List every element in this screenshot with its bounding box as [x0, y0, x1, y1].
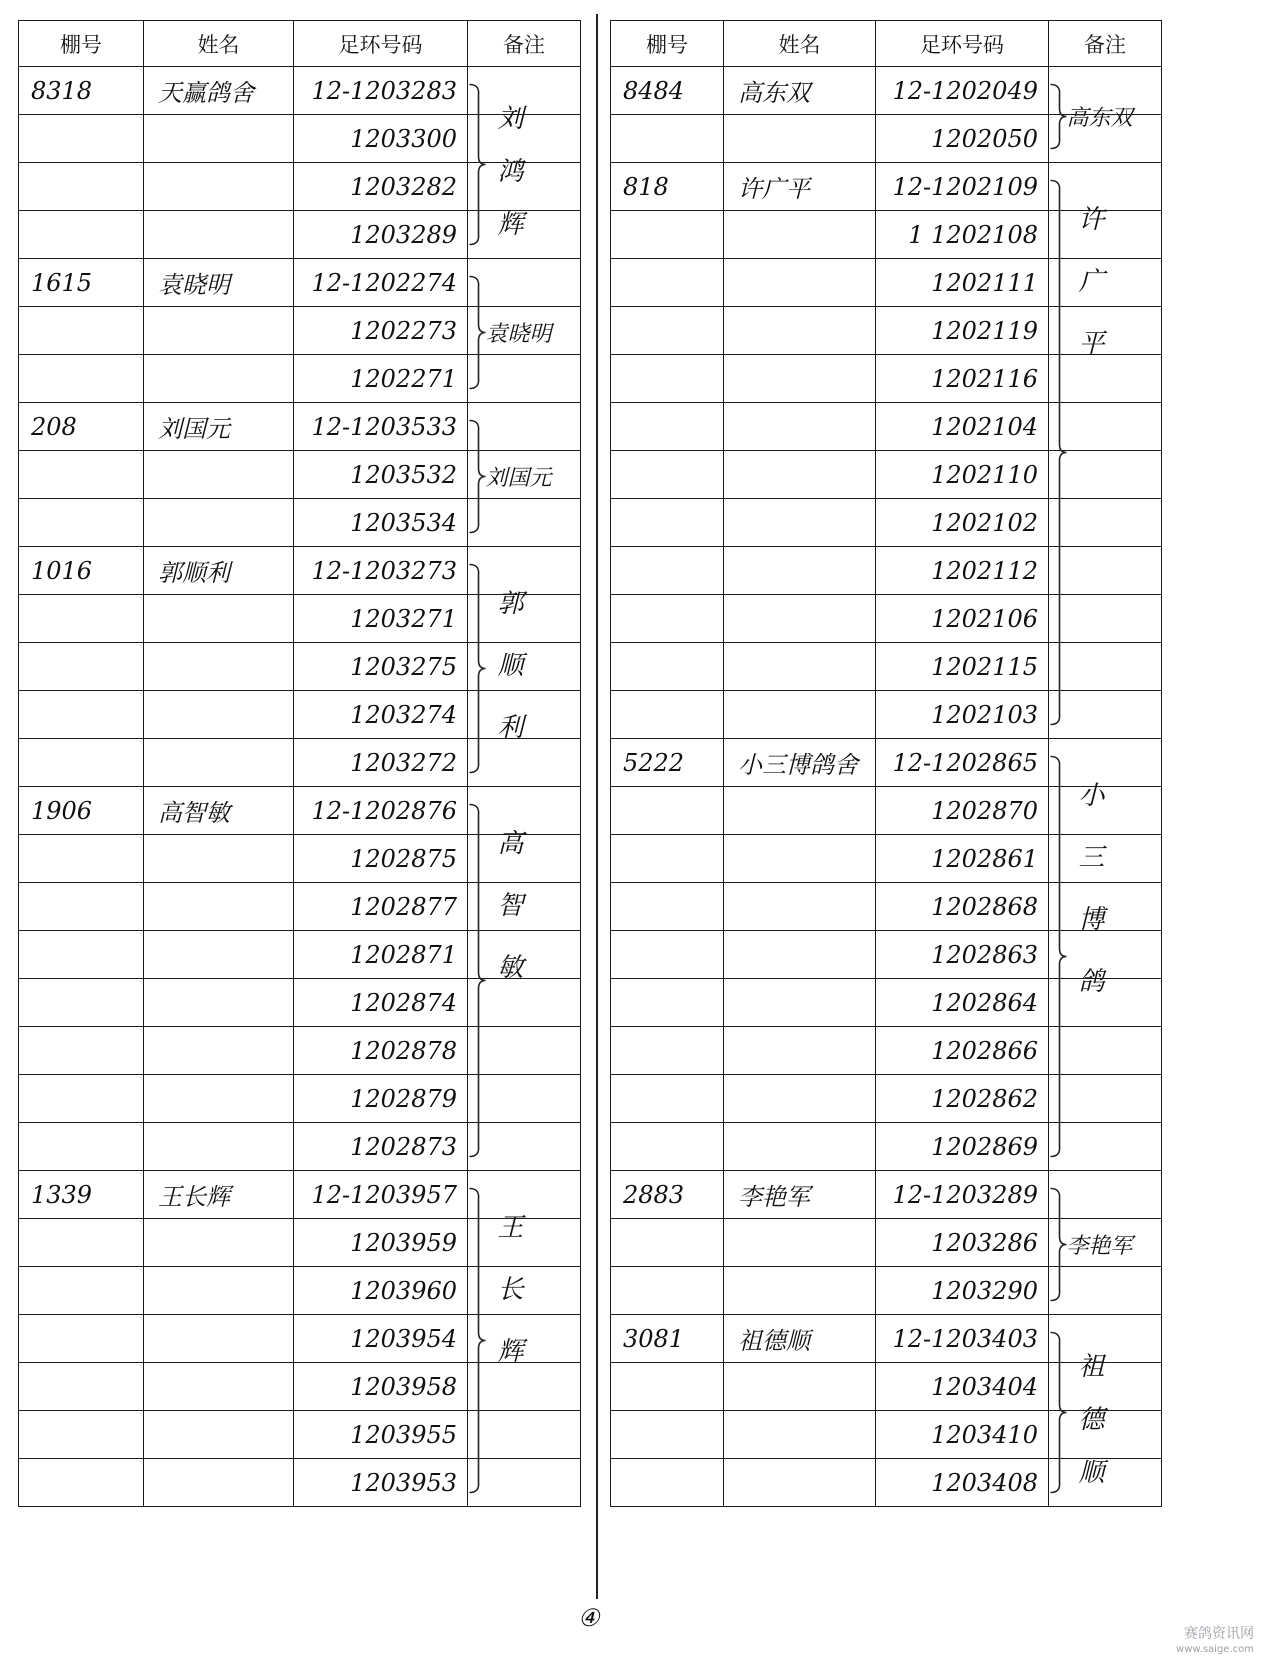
name-cell: [144, 835, 294, 883]
header-note: 备注: [468, 21, 581, 67]
note-cell: [1049, 1123, 1162, 1171]
name-cell: [144, 643, 294, 691]
shed-cell: [19, 1459, 144, 1507]
shed-cell: [611, 1123, 724, 1171]
ring-cell: 1203275: [294, 643, 468, 691]
name-cell: [724, 547, 876, 595]
ring-cell: 1202869: [876, 1123, 1049, 1171]
note-cell: [1049, 643, 1162, 691]
ring-cell: 1 1202108: [876, 211, 1049, 259]
table-row: [19, 739, 581, 787]
table-row: [19, 931, 581, 979]
header-shed: 棚号: [19, 21, 144, 67]
shed-cell: [611, 1027, 724, 1075]
name-cell: [724, 1411, 876, 1459]
shed-cell: [611, 1075, 724, 1123]
shed-cell: [611, 547, 724, 595]
shed-cell: [19, 691, 144, 739]
note-cell: [1049, 451, 1162, 499]
note-cell: [1049, 403, 1162, 451]
center-divider: [596, 14, 598, 1599]
shed-cell: [19, 355, 144, 403]
ring-cell: 1203300: [294, 115, 468, 163]
name-cell: [144, 1267, 294, 1315]
table-row: [19, 115, 581, 163]
shed-cell: [611, 115, 724, 163]
table-row: [19, 1363, 581, 1411]
table-row: [611, 1123, 1162, 1171]
name-cell: [144, 451, 294, 499]
name-cell: [144, 1027, 294, 1075]
table-row: [611, 1027, 1162, 1075]
ring-cell: 1203958: [294, 1363, 468, 1411]
name-cell: [724, 883, 876, 931]
ring-cell: 12-1202274: [294, 259, 468, 307]
table-row: [19, 1459, 581, 1507]
page-number: ④: [578, 1604, 600, 1632]
name-cell: [724, 403, 876, 451]
table-row: [611, 499, 1162, 547]
table-row: [611, 691, 1162, 739]
ring-cell: 12-1202109: [876, 163, 1049, 211]
name-cell: 郭顺利: [144, 547, 294, 595]
shed-cell: [19, 1315, 144, 1363]
shed-cell: [611, 979, 724, 1027]
handwritten-note: 刘鸿辉: [497, 103, 524, 241]
shed-cell: [19, 1267, 144, 1315]
name-cell: [144, 499, 294, 547]
shed-cell: 5222: [611, 739, 724, 787]
name-cell: [724, 1267, 876, 1315]
shed-cell: [611, 643, 724, 691]
table-row: [19, 1171, 581, 1219]
ring-cell: 1203410: [876, 1411, 1049, 1459]
shed-cell: [19, 931, 144, 979]
note-cell: [468, 403, 581, 451]
left-table-body: [19, 67, 581, 1507]
name-cell: 高东双: [724, 67, 876, 115]
ring-cell: 1202112: [876, 547, 1049, 595]
site-watermark: [1176, 1626, 1254, 1658]
shed-cell: [611, 595, 724, 643]
name-cell: [144, 691, 294, 739]
shed-cell: [611, 259, 724, 307]
table-row: [19, 499, 581, 547]
name-cell: 李艳军: [724, 1171, 876, 1219]
name-cell: [724, 691, 876, 739]
name-cell: [724, 643, 876, 691]
table-row: [611, 1171, 1162, 1219]
table-row: [611, 403, 1162, 451]
table-row: [19, 643, 581, 691]
table-row: [19, 547, 581, 595]
table-row: [611, 1267, 1162, 1315]
name-cell: [724, 1459, 876, 1507]
ring-cell: 1202111: [876, 259, 1049, 307]
ring-cell: 1202868: [876, 883, 1049, 931]
shed-cell: [19, 451, 144, 499]
ring-cell: 12-1203289: [876, 1171, 1049, 1219]
name-cell: 小三博鸽舍: [724, 739, 876, 787]
shed-cell: [611, 307, 724, 355]
shed-cell: [19, 883, 144, 931]
shed-cell: [19, 1219, 144, 1267]
name-cell: [144, 931, 294, 979]
ring-cell: 12-1203957: [294, 1171, 468, 1219]
table-row: [19, 787, 581, 835]
handwritten-note: 许广平: [1078, 204, 1105, 359]
note-cell: [468, 1027, 581, 1075]
ring-cell: 1202271: [294, 355, 468, 403]
table-row: [19, 883, 581, 931]
ring-cell: 1202863: [876, 931, 1049, 979]
name-cell: 刘国元: [144, 403, 294, 451]
shed-cell: [19, 499, 144, 547]
name-cell: [144, 1363, 294, 1411]
header-ring: 足环号码: [876, 21, 1049, 67]
shed-cell: [611, 787, 724, 835]
ring-cell: 1203404: [876, 1363, 1049, 1411]
note-cell: [1049, 499, 1162, 547]
table-row: [19, 355, 581, 403]
shed-cell: [19, 979, 144, 1027]
ring-cell: 12-1202049: [876, 67, 1049, 115]
ring-cell: 1203272: [294, 739, 468, 787]
table-row: [19, 1027, 581, 1075]
ring-cell: 1203960: [294, 1267, 468, 1315]
ring-cell: 1202878: [294, 1027, 468, 1075]
table-row: [19, 67, 581, 115]
note-cell: [468, 1075, 581, 1123]
ring-cell: 1202102: [876, 499, 1049, 547]
table-row: [611, 643, 1162, 691]
table-row: [19, 1123, 581, 1171]
ring-cell: 1203955: [294, 1411, 468, 1459]
name-cell: 高智敏: [144, 787, 294, 835]
shed-cell: [611, 451, 724, 499]
name-cell: [724, 595, 876, 643]
ring-cell: 1203271: [294, 595, 468, 643]
ring-cell: 1202050: [876, 115, 1049, 163]
header-name: 姓名: [144, 21, 294, 67]
name-cell: [724, 1363, 876, 1411]
shed-cell: [611, 499, 724, 547]
shed-cell: [611, 835, 724, 883]
table-row: [19, 163, 581, 211]
note-cell: [1049, 1075, 1162, 1123]
name-cell: [724, 1027, 876, 1075]
handwritten-note: 李艳军: [1066, 1233, 1133, 1259]
name-cell: [144, 739, 294, 787]
shed-cell: 1339: [19, 1171, 144, 1219]
ring-cell: 1202879: [294, 1075, 468, 1123]
ring-cell: 1202873: [294, 1123, 468, 1171]
handwritten-note: 祖德顺: [1078, 1351, 1105, 1489]
name-cell: [144, 883, 294, 931]
watermark-title: 赛鸽资讯网: [1184, 1626, 1254, 1642]
name-cell: [724, 211, 876, 259]
table-row: [19, 835, 581, 883]
handwritten-note: 袁晓明: [485, 321, 552, 347]
note-cell: [1049, 595, 1162, 643]
shed-cell: [611, 1267, 724, 1315]
name-cell: 天赢鸽舍: [144, 67, 294, 115]
name-cell: [724, 787, 876, 835]
shed-cell: 8484: [611, 67, 724, 115]
shed-cell: [19, 1123, 144, 1171]
table-row: [19, 1075, 581, 1123]
ring-cell: 1203408: [876, 1459, 1049, 1507]
shed-cell: [19, 595, 144, 643]
header-name: 姓名: [724, 21, 876, 67]
name-cell: [144, 1075, 294, 1123]
shed-cell: 1615: [19, 259, 144, 307]
ring-cell: 1203289: [294, 211, 468, 259]
table-row: [19, 1219, 581, 1267]
name-cell: [724, 1219, 876, 1267]
ring-cell: 12-1203403: [876, 1315, 1049, 1363]
ring-cell: 1202273: [294, 307, 468, 355]
ring-cell: 1202861: [876, 835, 1049, 883]
note-cell: [468, 355, 581, 403]
shed-cell: [611, 931, 724, 979]
table-row: [611, 451, 1162, 499]
table-row: [19, 259, 581, 307]
name-cell: [724, 835, 876, 883]
ring-cell: 1203953: [294, 1459, 468, 1507]
ring-cell: 1203959: [294, 1219, 468, 1267]
name-cell: [724, 1075, 876, 1123]
name-cell: [724, 355, 876, 403]
shed-cell: [19, 835, 144, 883]
right-header-row: [611, 21, 1162, 67]
note-cell: [468, 1411, 581, 1459]
shed-cell: 818: [611, 163, 724, 211]
shed-cell: [19, 307, 144, 355]
ring-cell: 1202862: [876, 1075, 1049, 1123]
name-cell: 许广平: [724, 163, 876, 211]
table-row: [19, 691, 581, 739]
name-cell: 袁晓明: [144, 259, 294, 307]
ring-cell: 1203532: [294, 451, 468, 499]
ring-cell: 12-1203273: [294, 547, 468, 595]
ring-cell: 1203286: [876, 1219, 1049, 1267]
table-row: [19, 979, 581, 1027]
shed-cell: [611, 211, 724, 259]
ring-cell: 1202864: [876, 979, 1049, 1027]
shed-cell: [611, 1219, 724, 1267]
note-cell: [468, 1459, 581, 1507]
shed-cell: [611, 403, 724, 451]
name-cell: [724, 499, 876, 547]
shed-cell: [611, 883, 724, 931]
header-ring: 足环号码: [294, 21, 468, 67]
note-cell: [1049, 547, 1162, 595]
shed-cell: [19, 739, 144, 787]
ring-cell: 1202866: [876, 1027, 1049, 1075]
ring-cell: 1202877: [294, 883, 468, 931]
left-header-row: [19, 21, 581, 67]
watermark-url: www.saige.com: [1176, 1644, 1254, 1655]
table-row: [19, 1411, 581, 1459]
note-cell: [1049, 1267, 1162, 1315]
shed-cell: 2883: [611, 1171, 724, 1219]
shed-cell: 1906: [19, 787, 144, 835]
ring-cell: 12-1202865: [876, 739, 1049, 787]
note-cell: [1049, 1171, 1162, 1219]
ring-cell: 1202871: [294, 931, 468, 979]
note-cell: [1049, 1027, 1162, 1075]
name-cell: [144, 1123, 294, 1171]
ring-cell: 1202875: [294, 835, 468, 883]
ring-cell: 12-1202876: [294, 787, 468, 835]
shed-cell: 3081: [611, 1315, 724, 1363]
name-cell: [724, 979, 876, 1027]
shed-cell: [19, 115, 144, 163]
name-cell: [724, 451, 876, 499]
name-cell: [144, 211, 294, 259]
table-row: [19, 403, 581, 451]
shed-cell: [19, 1411, 144, 1459]
shed-cell: 1016: [19, 547, 144, 595]
table-row: [611, 595, 1162, 643]
handwritten-note: 郭顺利: [497, 588, 524, 743]
shed-cell: [611, 691, 724, 739]
ring-cell: 1202103: [876, 691, 1049, 739]
ring-cell: 1203282: [294, 163, 468, 211]
table-row: [19, 1267, 581, 1315]
name-cell: [724, 259, 876, 307]
ring-cell: 12-1203533: [294, 403, 468, 451]
table-row: [611, 547, 1162, 595]
shed-cell: [611, 1411, 724, 1459]
note-cell: [468, 499, 581, 547]
shed-cell: 208: [19, 403, 144, 451]
name-cell: 祖德顺: [724, 1315, 876, 1363]
ring-cell: 12-1203283: [294, 67, 468, 115]
name-cell: [144, 1315, 294, 1363]
ring-cell: 1203274: [294, 691, 468, 739]
name-cell: 王长辉: [144, 1171, 294, 1219]
shed-cell: 8318: [19, 67, 144, 115]
table-row: [19, 211, 581, 259]
ring-cell: 1202106: [876, 595, 1049, 643]
handwritten-note: 高东双: [1066, 105, 1133, 131]
ring-cell: 1203534: [294, 499, 468, 547]
table-row: [611, 1075, 1162, 1123]
ring-cell: 1203290: [876, 1267, 1049, 1315]
name-cell: [144, 1459, 294, 1507]
table-row: [19, 595, 581, 643]
handwritten-note: 刘国元: [485, 465, 552, 491]
ring-cell: 1202870: [876, 787, 1049, 835]
note-cell: [468, 259, 581, 307]
table-row: [19, 1315, 581, 1363]
ring-cell: 1202119: [876, 307, 1049, 355]
name-cell: [724, 931, 876, 979]
name-cell: [144, 307, 294, 355]
name-cell: [144, 979, 294, 1027]
shed-cell: [611, 1459, 724, 1507]
name-cell: [144, 1219, 294, 1267]
shed-cell: [19, 1027, 144, 1075]
handwritten-note: 小三博鸽: [1078, 780, 1105, 997]
shed-cell: [611, 355, 724, 403]
name-cell: [724, 307, 876, 355]
ring-cell: 1202110: [876, 451, 1049, 499]
name-cell: [144, 163, 294, 211]
shed-cell: [19, 1075, 144, 1123]
shed-cell: [611, 1363, 724, 1411]
ring-cell: 1202115: [876, 643, 1049, 691]
handwritten-note: 高智敏: [497, 828, 524, 983]
name-cell: [144, 115, 294, 163]
ring-cell: 1202116: [876, 355, 1049, 403]
ring-cell: 1202874: [294, 979, 468, 1027]
name-cell: [144, 1411, 294, 1459]
name-cell: [144, 355, 294, 403]
note-cell: [1049, 691, 1162, 739]
shed-cell: [19, 211, 144, 259]
name-cell: [724, 1123, 876, 1171]
name-cell: [724, 115, 876, 163]
shed-cell: [19, 163, 144, 211]
header-shed: 棚号: [611, 21, 724, 67]
name-cell: [144, 595, 294, 643]
note-cell: [468, 1123, 581, 1171]
ring-cell: 1203954: [294, 1315, 468, 1363]
shed-cell: [19, 643, 144, 691]
handwritten-note: 王长辉: [497, 1212, 524, 1367]
shed-cell: [19, 1363, 144, 1411]
header-note: 备注: [1049, 21, 1162, 67]
ring-cell: 1202104: [876, 403, 1049, 451]
